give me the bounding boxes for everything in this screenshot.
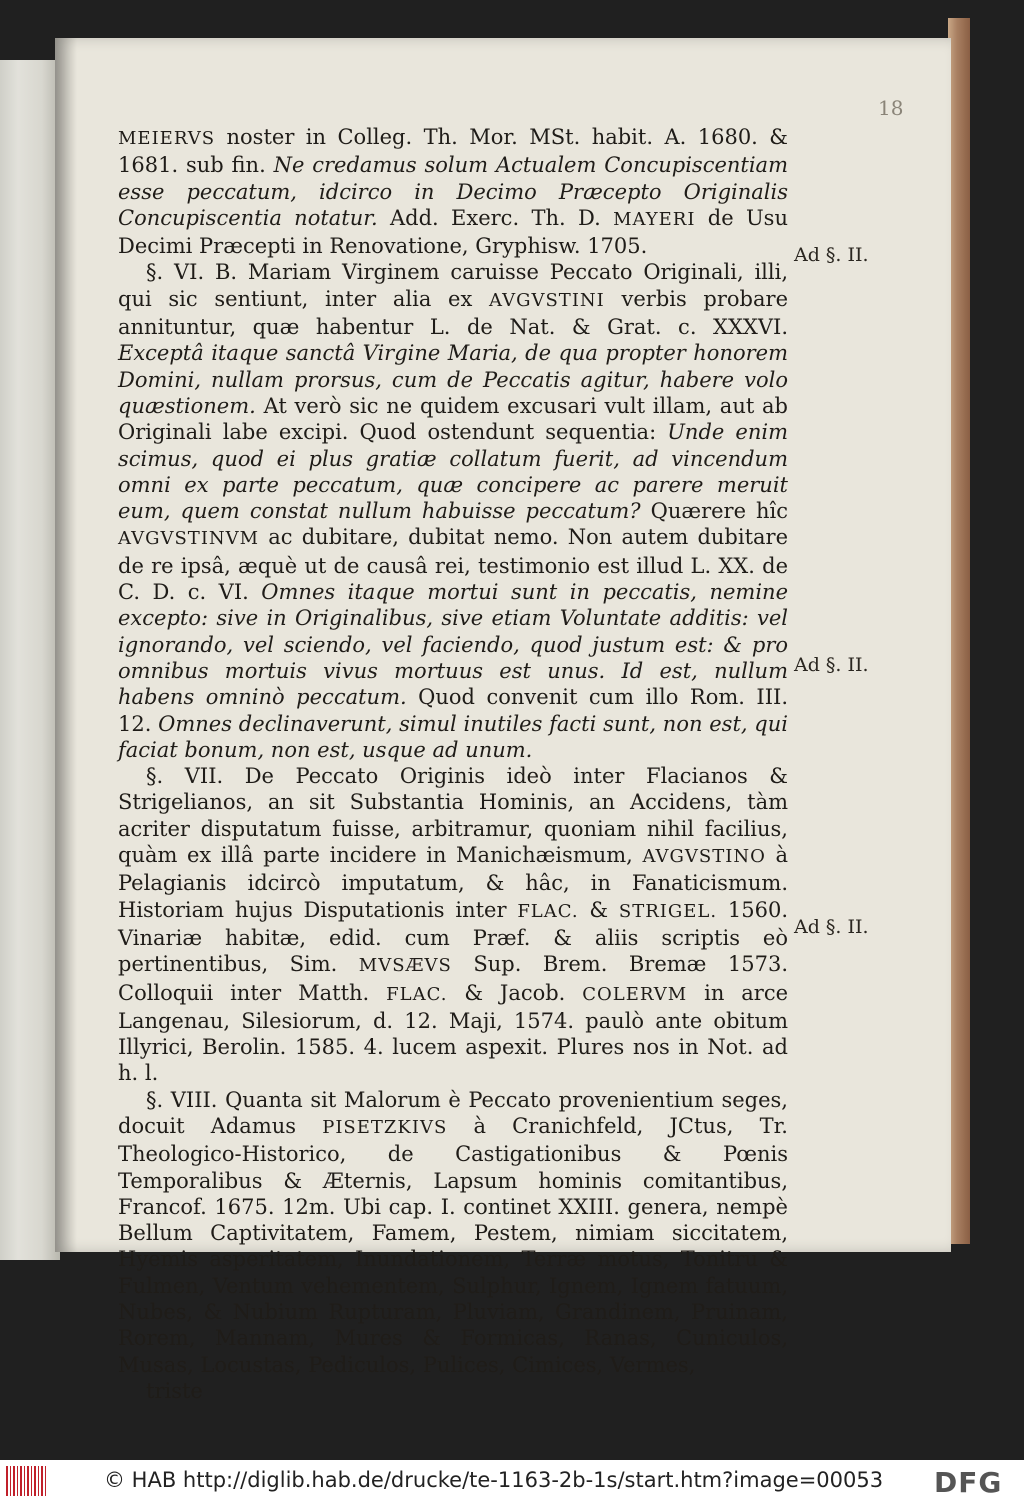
text-run: MVSÆVS bbox=[358, 955, 452, 977]
text-run: à Pelagianis idcircò imputatum, & hâc, in Fanaticismum. Historiam hujus Disputationis inter bbox=[118, 843, 788, 922]
text-run: PISETZKIVS bbox=[322, 1116, 448, 1138]
text-run: At verò sic ne quidem excusari vult illam, aut ab Originali labe excipi. Quod ostendunt sequentia: bbox=[118, 393, 788, 445]
text-run: §. VIII. Quanta sit Malorum è Peccato provenientium seges, docuit Adamus bbox=[118, 1087, 788, 1138]
text-run: Unde enim scimus, quod ei plus gratiæ collatum fuerit, ad vincendum omni ex parte peccatum, quæ concipere ac parere meruit eum, quem constat nullum habuisse peccatum? bbox=[118, 420, 788, 524]
margin-note: Ad §. II. bbox=[794, 654, 869, 676]
text-run: STRIGEL. bbox=[618, 900, 718, 922]
text-run: Quærere hîc bbox=[640, 499, 789, 524]
text-run: Omnes itaque mortui sunt in peccatis, nemine excepto: sive in Originalibus, sive etiam Voluntate additis: vel ignorando, vel sciendo, vel faciendo, quod justum est: & pro omnibus mortuis vivus mortuus est unus. Id est, nullum habens omninò peccatum. bbox=[118, 580, 788, 710]
dfg-logo: DFG bbox=[934, 1466, 1003, 1499]
text-run: AVGVSTINI bbox=[489, 289, 605, 311]
catchword: triste bbox=[146, 1378, 203, 1403]
text-run: de Usu Decimi Præcepti in Renovatione, Gryphisw. 1705. bbox=[118, 205, 788, 259]
text-run: Ne credamus solum Actualem Concupiscentiam esse peccatum, idcirco in Decimo Præcepto Originalis Concupiscentia notatur. bbox=[118, 153, 788, 230]
copyright-link[interactable]: © HAB http://diglib.hab.de/drucke/te-1163-2b-1s/start.htm?image=00053 bbox=[104, 1468, 884, 1492]
text-run: COLERVM bbox=[582, 983, 688, 1005]
text-run: noster in Colleg. Th. Mor. MSt. habit. A. 1680. & 1681. sub fin. bbox=[118, 125, 788, 178]
text-run: Omnes declinaverunt, simul inutiles facti sunt, non est, qui faciat bonum, non est, usque ad unum. bbox=[118, 711, 788, 762]
text-run: ac dubitare, dubitat nemo. Non autem dubitare de re ipsâ, æquè ut de causâ rei, testimonio est illud L. XX. de C. D. c. VI. bbox=[118, 525, 788, 605]
text-run: Sup. Brem. Bremæ 1573. Colloquii inter Matth. bbox=[118, 952, 788, 1005]
facing-page-edge bbox=[0, 60, 60, 1260]
paragraph-4 bbox=[118, 1087, 788, 1378]
text-run: verbis probare annituntur, quæ habentur L. de Nat. & Grat. c. XXXVI. bbox=[118, 286, 788, 340]
text-run: §. VI. B. Mariam Virginem caruisse Peccato Originali, illi, qui sic sentiunt, inter alia ex bbox=[118, 260, 788, 311]
text-run: Exceptâ itaque sanctâ Virgine Maria, de qua propter honorem Domini, nullam prorsus, cum de Peccatis agitur, habere volo quæstionem. bbox=[118, 341, 788, 418]
paragraph-3 bbox=[118, 763, 788, 1087]
paragraph-2 bbox=[118, 259, 788, 763]
page-block-edge bbox=[948, 18, 970, 1244]
text-run: MAYERI bbox=[613, 208, 696, 230]
text-run: FLAC. bbox=[517, 900, 579, 922]
paragraph-1 bbox=[118, 124, 788, 259]
text-run: MEIERVS bbox=[118, 128, 216, 149]
text-run: §. VII. De Peccato Originis ideò inter Flacianos & Strigelianos, an sit Substantia Hominis, an Accidens, tàm acriter disputatum fuisse, arbitramur, quoniam nihil facilius, quàm ex illâ parte incidere in Manichæismum, bbox=[118, 764, 788, 868]
text-run: FLAC. bbox=[386, 983, 448, 1005]
text-run: AVGVSTINO bbox=[642, 846, 766, 868]
text-run: à Cranichfeld, JCtus, Tr. Theologico-Historico, de Castigationibus & Pœnis Temporalibus & Æternis, Lapsum hominis comitantibus, Francof. 1675. 12m. Ubi cap. I. continet XXIII. genera, nempè Bellum Captivitatem, Famem, Pestem, nimiam siccitatem, Hyemis asperitatem, Inundationem, Terræ motus, Tonitru & Fulmen, Ventum vehementem, Sulphur, Ignem, Ignem fatuum, Nubes, & Nubium Rupturam, Pluviam, Grandinem, Pruinam, Rorem, Mannam, Mures & Formicas, Ranas, Cuniculos, Musas, Locustas, Pediculos, Pulices, Cimices, Vermes, bbox=[118, 1113, 788, 1377]
text-run: in arce Langenau, Silesiorum, d. 12. Maji, 1574. paulò ante obitum Illyrici, Berolin. 1585. 4. lucem aspexit. Plures nos in Not. ad h. l. bbox=[118, 980, 789, 1086]
margin-note: Ad §. II. bbox=[794, 916, 869, 938]
page-text bbox=[118, 124, 788, 1404]
text-run: Add. Exerc. Th. D. bbox=[377, 205, 614, 230]
hab-barcode-logo-icon bbox=[6, 1466, 46, 1496]
folio-number: 18 bbox=[878, 96, 904, 120]
text-run: & Jacob. bbox=[447, 980, 583, 1005]
page-gutter-shadow bbox=[55, 38, 77, 1252]
margin-note: Ad §. II. bbox=[794, 244, 869, 266]
text-run: 1560. Vinariæ habitæ, edid. cum Præf. & aliis scriptis eò pertinentibus, Sim. bbox=[118, 897, 788, 977]
text-run: Quod convenit cum illo Rom. III. 12. bbox=[118, 685, 788, 736]
text-run: & bbox=[578, 897, 619, 922]
text-run: AVGVSTINVM bbox=[118, 528, 260, 550]
